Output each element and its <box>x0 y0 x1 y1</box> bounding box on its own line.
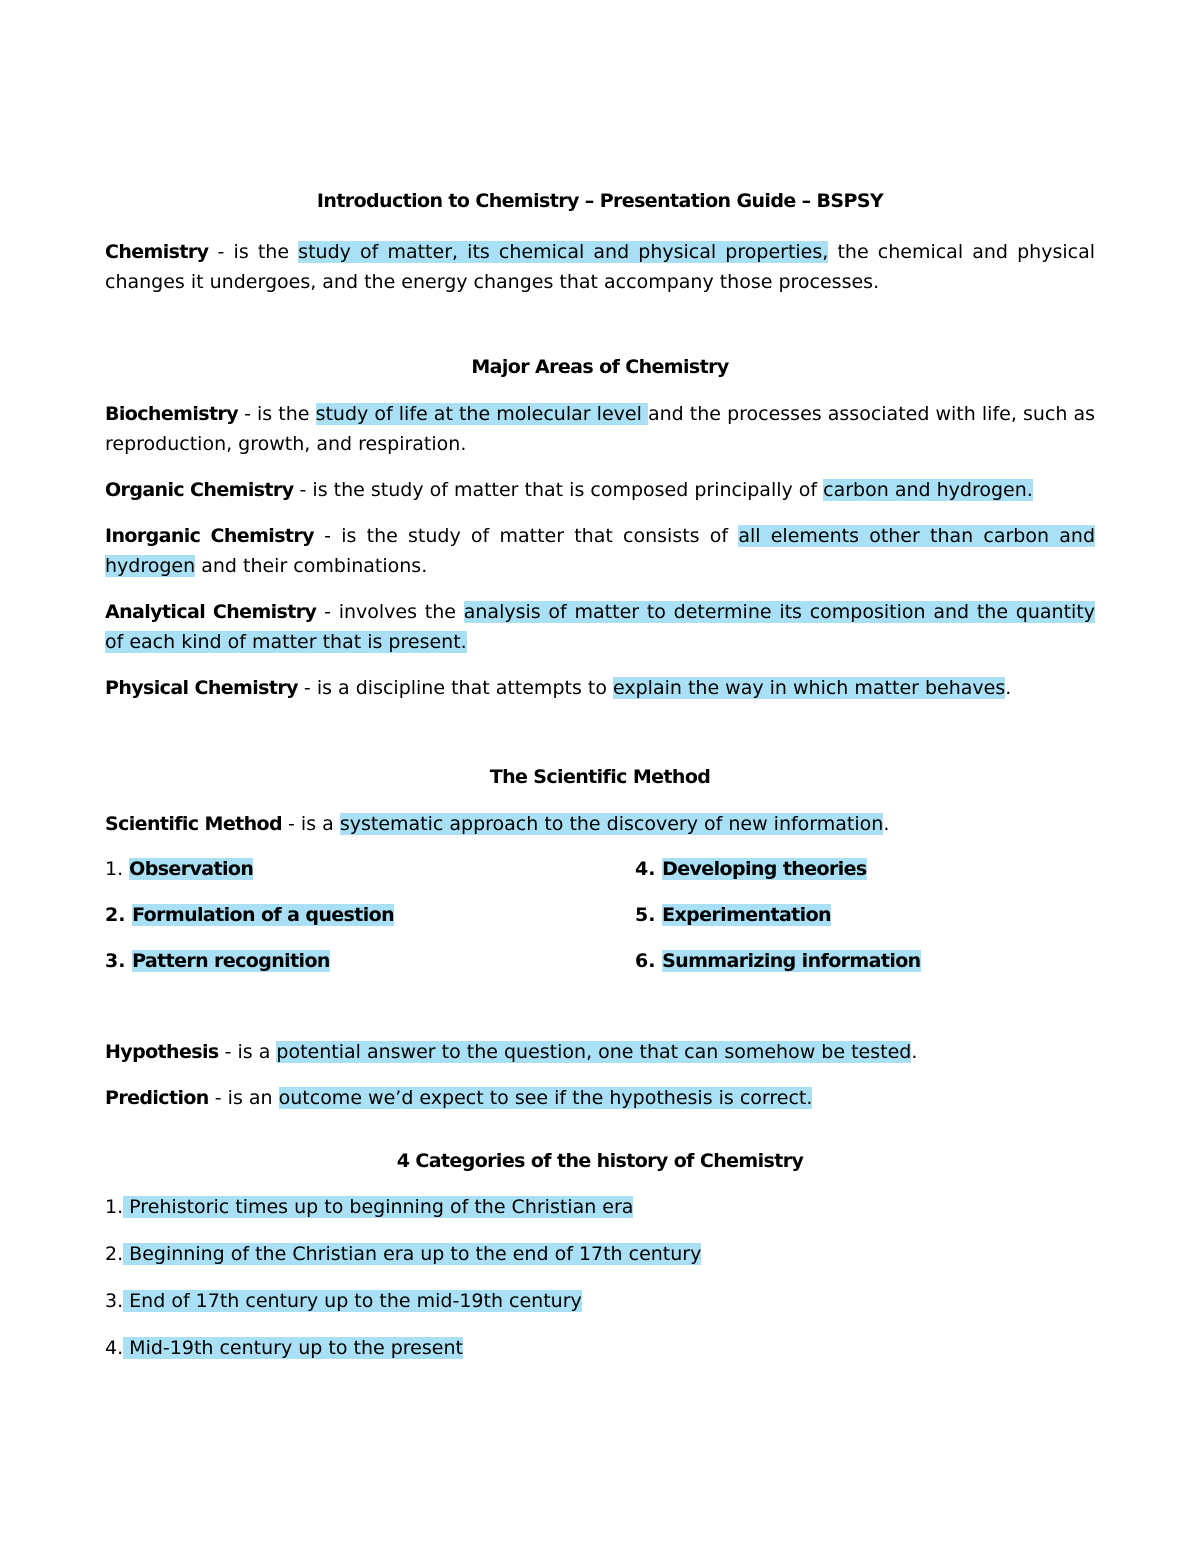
step-label: Summarizing information <box>662 950 921 972</box>
definition-text: . <box>911 1041 918 1063</box>
step-item <box>635 901 1095 929</box>
definition-text: . <box>883 813 890 835</box>
section-heading-history: 4 Categories of the history of Chemistry <box>396 1150 804 1172</box>
step-label: Pattern recognition <box>132 950 330 972</box>
prediction-definition <box>105 1083 1095 1113</box>
step-label: Experimentation <box>662 904 831 926</box>
step-number: 1. <box>105 858 130 880</box>
definition-term: Analytical Chemistry <box>105 601 317 623</box>
definition-text: - is the <box>237 403 316 425</box>
highlighted-text: Mid-19th century up to the present <box>123 1337 463 1359</box>
definition-text: - is a discipline that attempts to <box>297 677 614 699</box>
definition-term: Prediction <box>105 1087 209 1109</box>
list-item <box>105 1334 1095 1363</box>
step-item <box>105 947 635 975</box>
step-number: 2. <box>105 904 133 926</box>
section-heading-scientific-method: The Scientific Method <box>489 766 711 788</box>
list-item <box>105 1240 1095 1269</box>
highlighted-text: Prehistoric times up to beginning of the Christian era <box>123 1196 634 1218</box>
highlighted-text: End of 17th century up to the mid-19th century <box>123 1290 582 1312</box>
definition-text: - is a <box>281 813 340 835</box>
scientific-method-definition <box>105 809 1095 839</box>
definition-term: Scientific Method <box>105 813 282 835</box>
definition-text: - involves the <box>316 601 464 623</box>
highlighted-text: analysis of matter to determine its composition and the quantity of each kind of matter that is present. <box>105 601 1096 653</box>
step-item <box>635 947 1095 975</box>
definition-text: - is an <box>208 1087 279 1109</box>
definition-text: - is the study of matter that is composed principally of <box>293 479 824 501</box>
area-physical <box>105 673 1095 703</box>
definition-term: Inorganic Chemistry <box>105 525 314 547</box>
highlighted-text: Beginning of the Christian era up to the end of 17th century <box>123 1243 702 1265</box>
area-organic <box>105 475 1095 505</box>
step-item <box>105 855 635 883</box>
definition-text: and their combinations. <box>195 555 428 577</box>
highlighted-text: potential answer to the question, one that can somehow be tested <box>276 1041 912 1063</box>
list-number: 2. <box>105 1243 124 1265</box>
area-inorganic <box>105 521 1095 581</box>
section-heading-major-areas: Major Areas of Chemistry <box>471 356 729 378</box>
definition-term: Biochemistry <box>105 403 238 425</box>
step-number: 4. <box>635 858 663 880</box>
definition-text: and the processes associated with life, such as reproduction, growth, and respiration. <box>105 403 1096 455</box>
definition-term: Organic Chemistry <box>105 479 294 501</box>
list-number: 3. <box>105 1290 124 1312</box>
step-number: 5. <box>635 904 663 926</box>
definition-text: - is the study of matter that consists of <box>313 525 739 547</box>
highlighted-text: all elements other than carbon and hydrogen <box>105 525 1095 577</box>
step-item <box>105 901 635 929</box>
scientific-method-steps <box>105 855 1095 975</box>
document-title: Introduction to Chemistry – Presentation Guide – BSPSY <box>316 190 884 212</box>
definition-separator: - is the <box>208 241 299 263</box>
step-label: Observation <box>129 858 254 880</box>
step-label: Formulation of a question <box>132 904 395 926</box>
highlighted-text: systematic approach to the discovery of new information <box>339 813 884 835</box>
list-number: 4. <box>105 1337 124 1359</box>
document-content <box>105 187 1095 1381</box>
chemistry-definition <box>105 237 1095 297</box>
list-item <box>105 1287 1095 1316</box>
definition-term: Hypothesis <box>105 1041 219 1063</box>
highlighted-text: study of life at the molecular level <box>315 403 648 425</box>
step-label: Developing theories <box>662 858 867 880</box>
step-number: 6. <box>635 950 663 972</box>
highlighted-text: explain the way in which matter behaves <box>613 677 1006 699</box>
step-number: 3. <box>105 950 133 972</box>
area-biochemistry <box>105 399 1095 459</box>
area-analytical <box>105 597 1095 657</box>
highlighted-text: outcome we’d expect to see if the hypothesis is correct. <box>278 1087 813 1109</box>
definition-term: Physical Chemistry <box>105 677 298 699</box>
highlighted-text: carbon and hydrogen. <box>823 479 1033 501</box>
step-item <box>635 855 1095 883</box>
definition-text: . <box>1005 677 1012 699</box>
definition-text: - is a <box>218 1041 277 1063</box>
list-item <box>105 1193 1095 1222</box>
definition-text: the chemical and physical changes it undergoes, and the energy changes that accompany those processes. <box>105 241 1095 293</box>
list-number: 1. <box>105 1196 124 1218</box>
highlighted-text: study of matter, its chemical and physical properties, <box>298 241 829 263</box>
definition-term: Chemistry <box>105 241 209 263</box>
hypothesis-definition <box>105 1037 1095 1067</box>
